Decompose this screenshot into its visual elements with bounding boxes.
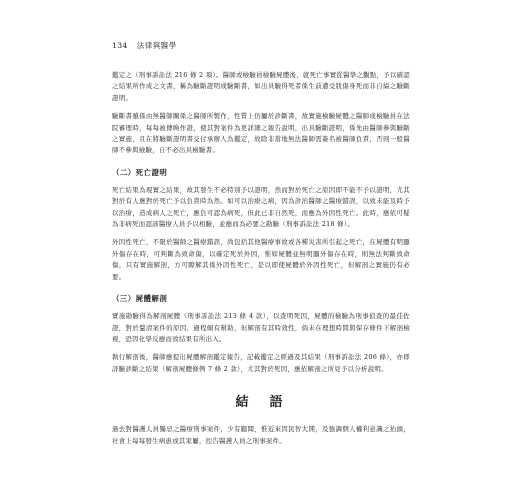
paragraph: 外因性死亡，不限於醫師之醫療錯誤，尚包括其他醫療事故或各種災害所引起之死亡，在屍體有明顯外傷存在時，可判斷為致命傷，以確定死於外因，惟如屍體並無明顯外傷存在時，則無法判斷致命傷，只有實施解剖，方可瞭解其係外因性死亡，是以即使屍體於外因性死亡，但解剖之實施仍有必要。 xyxy=(112,238,410,281)
conclusion-heading: 結 語 xyxy=(235,395,287,411)
paragraph: 過去對醫護人員獨忌之醫療刑事案件，少有聽聞，惟近來因民智大開，及強調個人權利意識之抬頭，社會上每每發生病患或其家屬，控告醫護人員之刑事案件。 xyxy=(112,425,410,445)
paragraph: 鑑定之（刑事訴訟法 216 條 2 項）。醫師或檢驗員檢驗屍體後，就死亡事實從醫學之觀點，予以確認之結果所作成之文書，稱為驗斷證明或驗斷書，如出具驗得死者係生前遭受戕傷身死而非自縊之驗斷證明。 xyxy=(112,71,410,102)
paragraph: 執行解剖後，醫師應提出屍體解剖鑑定報告，記載鑑定之經過及其結果（刑事訴訟法 206 條），亦即詳驗診斷之結果（解剖屍體條例 7 條 2 款），尤其對於死因，應依解剖之所見予以分析說明。 xyxy=(112,353,410,373)
paragraph: 死亡結果為現實之結果，故其發生不必特別予以證明，然而對於死亡之原因即不能不予以證明，尤其對於有人應對於死亡予以負責時為然。如可以治療之病，因為診治醫師之醫療錯誤，以致未能及時予以治療，造成病人之死亡，應負可認為病死，但此已非自然死，而應為外因性死亡。此時，應依可疑為非病死而認該醫療人員予以相驗，並應而為必要之勘驗（刑事訴訟法 218 條）。 xyxy=(112,185,410,229)
book-title: 法律與醫學 xyxy=(136,41,177,50)
running-header xyxy=(112,40,177,51)
paragraph: 驗斷書雖係由無醫師關係之醫師所製作，性質上仍屬於診斷書，故實施檢驗屍體之醫師或檢驗員在法院審理時，每每被傳喚作證，使其對案件為更詳細之報告說明，出具驗斷證明，係先由醫師參與驗斷之實施，且在將驗斷證明書交付承辦人為鑑定，故除非當地無法醫師需簽名被醫師負責，否則一般醫師不參與檢驗，自不必出具檢驗書。 xyxy=(112,112,410,155)
section-heading-autopsy: （三）屍體解剖 xyxy=(112,294,168,304)
page-body xyxy=(112,70,410,447)
paragraph: 實施勘驗得為解剖屍體（刑事訴訟法 213 條 4 款），以查明死因，屍體的檢驗為刑事偵查的最佳佐證，對於釐清案件的原因、過程頗有幫助，但解剖有其時效性，倘未在理想時間與保存條件下解剖檢視，恐因化學反應而致結果有所出入。 xyxy=(112,312,410,343)
section-heading-death-certificate: （二）死亡證明 xyxy=(112,167,168,177)
page-number: 134 xyxy=(112,41,128,50)
